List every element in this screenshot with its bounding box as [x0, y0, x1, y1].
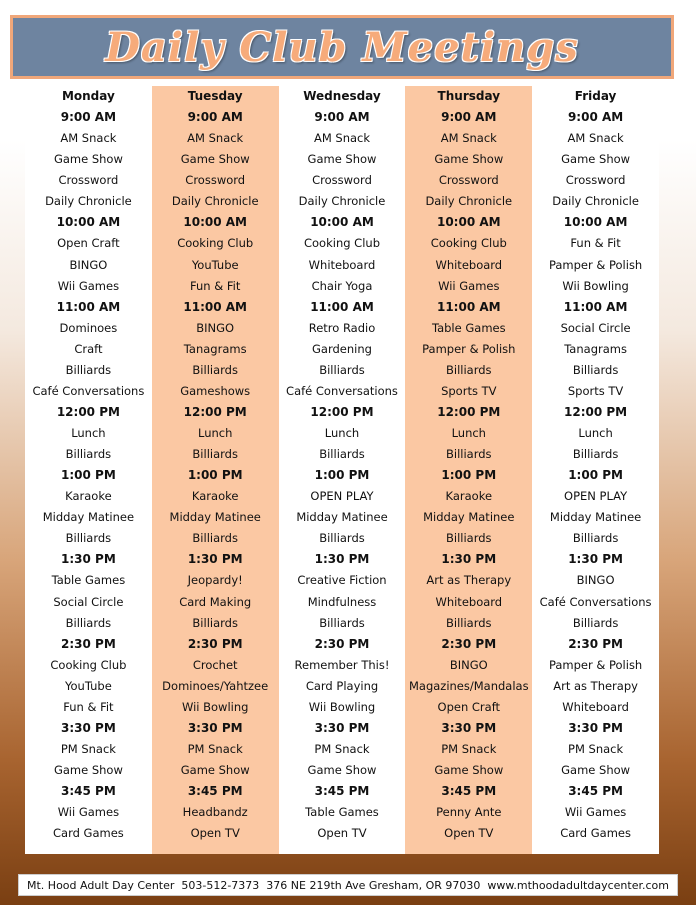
activity-item: Billiards — [446, 615, 492, 630]
activity-item: Billiards — [319, 615, 365, 630]
day-column-monday — [25, 86, 152, 854]
activity-item: Wii Games — [57, 278, 120, 293]
time-slot: 11:00 AM — [563, 299, 628, 314]
activity-item: Pamper & Polish — [548, 257, 643, 272]
time-slot: 12:00 PM — [310, 404, 374, 419]
time-slot: 3:45 PM — [61, 784, 116, 799]
activity-item: Creative Fiction — [297, 573, 387, 588]
activity-item: Daily Chronicle — [298, 194, 386, 209]
activity-item: Billiards — [572, 447, 619, 462]
activity-item: Social Circle — [560, 320, 631, 335]
activity-item: Pamper & Polish — [422, 341, 516, 356]
activity-item: Crochet — [192, 657, 238, 672]
activity-item: Crossword — [438, 173, 499, 188]
title-banner — [10, 15, 674, 79]
activity-item: Crossword — [185, 173, 246, 188]
time-slot: 1:30 PM — [568, 552, 623, 567]
activity-item: Billiards — [65, 615, 112, 630]
time-slot: 12:00 PM — [183, 404, 247, 419]
activity-item: Café Conversations — [539, 594, 652, 609]
activity-item: Midday Matinee — [423, 510, 515, 525]
time-slot: 3:45 PM — [314, 784, 370, 799]
page-title: Daily Club Meetings — [105, 23, 579, 71]
activity-item: Game Show — [434, 152, 504, 167]
activity-item: Game Show — [307, 152, 377, 167]
activity-item: Café Conversations — [32, 383, 145, 398]
activity-item: Karaoke — [191, 489, 239, 504]
activity-item: YouTube — [191, 257, 239, 272]
activity-item: Billiards — [65, 362, 112, 377]
activity-item: Billiards — [446, 531, 492, 546]
activity-item: Billiards — [319, 447, 365, 462]
activity-item: Table Games — [431, 320, 506, 335]
activity-item: Billiards — [446, 447, 492, 462]
activity-item: Daily Chronicle — [171, 194, 259, 209]
activity-item: Remember This! — [294, 657, 390, 672]
activity-item: Billiards — [192, 362, 238, 377]
activity-item: Midday Matinee — [169, 510, 261, 525]
activity-item: Wii Games — [57, 805, 120, 820]
activity-item: Chair Yoga — [311, 278, 373, 293]
time-slot: 1:00 PM — [568, 468, 623, 483]
activity-item: PM Snack — [314, 741, 370, 756]
day-column-wednesday — [279, 86, 406, 854]
activity-item: Crossword — [312, 173, 372, 188]
activity-item: Tanagrams — [183, 341, 247, 356]
day-header: Friday — [574, 89, 617, 103]
time-slot: 2:30 PM — [314, 636, 370, 651]
activity-item: Wii Bowling — [181, 699, 249, 714]
activity-item: Billiards — [192, 531, 238, 546]
activity-item: Card Games — [560, 826, 631, 841]
day-header: Tuesday — [187, 89, 243, 103]
time-slot: 9:00 AM — [567, 110, 624, 125]
time-slot: 11:00 AM — [436, 299, 501, 314]
time-slot: 1:30 PM — [441, 552, 497, 567]
activity-item: Karaoke — [65, 489, 112, 504]
time-slot: 10:00 AM — [310, 215, 374, 230]
activity-item: PM Snack — [441, 741, 497, 756]
activity-item: Whiteboard — [435, 594, 503, 609]
activity-item: AM Snack — [187, 131, 244, 146]
time-slot: 3:30 PM — [441, 720, 497, 735]
activity-item: Retro Radio — [308, 320, 376, 335]
activity-item: Card Playing — [305, 678, 379, 693]
activity-item: Craft — [74, 341, 103, 356]
activity-item: Billiards — [572, 531, 619, 546]
activity-item: Game Show — [180, 763, 250, 777]
activity-item: Art as Therapy — [553, 678, 638, 693]
time-slot: 1:00 PM — [61, 468, 116, 483]
activity-item: Lunch — [324, 426, 360, 440]
time-slot: 3:45 PM — [441, 784, 497, 799]
time-slot: 1:30 PM — [314, 552, 370, 567]
activity-item: Game Show — [53, 152, 123, 167]
activity-item: Game Show — [307, 763, 377, 777]
activity-item: Wii Bowling — [562, 278, 629, 293]
time-slot: 10:00 AM — [56, 215, 121, 230]
activity-item: Café Conversations — [286, 383, 398, 398]
time-slot: 9:00 AM — [60, 110, 117, 125]
activity-item: Crossword — [565, 173, 626, 188]
activity-item: Open TV — [317, 826, 367, 841]
activity-item: Billiards — [319, 362, 365, 377]
activity-item: Midday Matinee — [42, 510, 135, 525]
activity-item: Wii Bowling — [308, 699, 376, 714]
time-slot: 12:00 PM — [56, 404, 120, 419]
activity-item: Daily Chronicle — [45, 194, 132, 209]
time-slot: 11:00 AM — [56, 299, 121, 314]
activity-item: Game Show — [561, 152, 631, 167]
time-slot: 1:00 PM — [441, 468, 497, 483]
time-slot: 1:00 PM — [187, 468, 243, 483]
activity-item: Fun & Fit — [63, 699, 114, 714]
activity-item: Billiards — [65, 447, 112, 462]
time-slot: 2:30 PM — [187, 636, 243, 651]
activity-item: Cooking Club — [50, 657, 127, 672]
activity-item: Daily Chronicle — [552, 194, 639, 209]
activity-item: Whiteboard — [562, 699, 629, 714]
activity-item: PM Snack — [60, 741, 116, 756]
time-slot: 9:00 AM — [441, 110, 497, 125]
schedule-table — [25, 86, 659, 854]
time-slot: 10:00 AM — [436, 215, 501, 230]
activity-item: Midday Matinee — [296, 510, 388, 525]
activity-item: Game Show — [180, 152, 250, 167]
activity-item: Lunch — [578, 426, 613, 440]
activity-item: Penny Ante — [436, 805, 502, 820]
activity-item: Cooking Club — [303, 236, 380, 251]
activity-item: Pamper & Polish — [548, 657, 643, 672]
address: 376 NE 219th Ave Gresham, OR 97030 — [266, 878, 481, 892]
day-header: Thursday — [437, 89, 501, 103]
activity-item: OPEN PLAY — [310, 489, 374, 504]
activity-item: AM Snack — [567, 131, 624, 146]
activity-item: Cooking Club — [177, 236, 254, 251]
time-slot: 10:00 AM — [183, 215, 247, 230]
phone-number: 503-512-7373 — [181, 878, 260, 892]
activity-item: Whiteboard — [435, 257, 503, 272]
day-column-thursday — [405, 86, 532, 854]
activity-item: Card Games — [53, 826, 124, 841]
activity-item: Magazines/Mandalas — [408, 678, 529, 693]
activity-item: Dominoes/Yahtzee — [162, 678, 269, 693]
activity-item: Card Making — [179, 594, 252, 609]
activity-item: Art as Therapy — [426, 573, 512, 588]
time-slot: 3:30 PM — [187, 720, 243, 735]
activity-item: Gameshows — [180, 383, 251, 398]
time-slot: 11:00 AM — [310, 299, 374, 314]
time-slot: 2:30 PM — [568, 636, 623, 651]
activity-item: Wii Games — [564, 805, 627, 820]
activity-item: Open TV — [444, 826, 494, 841]
activity-item: Game Show — [561, 763, 631, 777]
activity-item: Crossword — [58, 173, 119, 188]
activity-item: Gardening — [312, 341, 372, 356]
activity-item: Game Show — [434, 763, 504, 777]
activity-item: Lunch — [71, 426, 106, 440]
activity-item: PM Snack — [568, 741, 624, 756]
activity-item: Lunch — [451, 426, 486, 440]
website-link[interactable]: www.mthoodadultdaycenter.com — [487, 878, 669, 892]
activity-item: BINGO — [449, 657, 488, 672]
time-slot: 11:00 AM — [183, 299, 247, 314]
time-slot: 3:30 PM — [568, 720, 623, 735]
time-slot: 1:30 PM — [187, 552, 243, 567]
activity-item: Billiards — [572, 615, 619, 630]
activity-item: PM Snack — [187, 741, 243, 756]
activity-item: BINGO — [69, 257, 108, 272]
activity-item: Sports TV — [441, 383, 497, 398]
time-slot: 1:00 PM — [314, 468, 370, 483]
activity-item: Billiards — [192, 447, 238, 462]
activity-item: Billiards — [319, 531, 365, 546]
activity-item: Fun & Fit — [190, 278, 241, 293]
activity-item: OPEN PLAY — [564, 489, 628, 504]
activity-item: Billiards — [192, 615, 238, 630]
activity-item: Game Show — [53, 763, 123, 777]
activity-item: AM Snack — [313, 131, 371, 146]
day-column-friday — [532, 86, 659, 854]
activity-item: Dominoes — [59, 320, 118, 335]
center-name: Mt. Hood Adult Day Center — [27, 878, 175, 892]
activity-item: Lunch — [197, 426, 233, 440]
activity-item: Billiards — [65, 531, 112, 546]
activity-item: Table Games — [51, 573, 126, 588]
activity-item: Billiards — [446, 362, 492, 377]
activity-item: BINGO — [196, 320, 235, 335]
activity-item: Wii Games — [438, 278, 500, 293]
time-slot: 12:00 PM — [437, 404, 501, 419]
time-slot: 9:00 AM — [187, 110, 243, 125]
time-slot: 2:30 PM — [441, 636, 497, 651]
activity-item: Karaoke — [445, 489, 493, 504]
time-slot: 3:45 PM — [187, 784, 243, 799]
activity-item: Open Craft — [437, 699, 501, 714]
footer-bar — [18, 874, 678, 896]
activity-item: Open TV — [190, 826, 240, 841]
activity-item: Fun & Fit — [570, 236, 621, 251]
activity-item: Cooking Club — [430, 236, 507, 251]
activity-item: Open Craft — [57, 236, 120, 251]
activity-item: Sports TV — [567, 383, 624, 398]
activity-item: Tanagrams — [564, 341, 627, 356]
time-slot: 2:30 PM — [61, 636, 116, 651]
activity-item: AM Snack — [60, 131, 117, 146]
time-slot: 10:00 AM — [563, 215, 628, 230]
day-header: Wednesday — [303, 89, 381, 103]
time-slot: 1:30 PM — [61, 552, 116, 567]
activity-item: AM Snack — [440, 131, 497, 146]
activity-item: Midday Matinee — [549, 510, 642, 525]
time-slot: 9:00 AM — [314, 110, 370, 125]
activity-item: BINGO — [576, 573, 615, 588]
activity-item: Headbandz — [182, 805, 248, 820]
day-column-tuesday — [152, 86, 279, 854]
time-slot: 12:00 PM — [564, 404, 628, 419]
activity-item: Jeopardy! — [187, 573, 243, 588]
activity-item: Table Games — [305, 805, 379, 820]
time-slot: 3:30 PM — [314, 720, 370, 735]
activity-item: Billiards — [572, 362, 619, 377]
activity-item: YouTube — [65, 678, 112, 693]
activity-item: Whiteboard — [308, 257, 376, 272]
activity-item: Mindfulness — [307, 594, 377, 609]
time-slot: 3:30 PM — [61, 720, 116, 735]
time-slot: 3:45 PM — [568, 784, 623, 799]
activity-item: Daily Chronicle — [425, 194, 513, 209]
day-header: Monday — [61, 89, 115, 103]
activity-item: Social Circle — [53, 594, 124, 609]
